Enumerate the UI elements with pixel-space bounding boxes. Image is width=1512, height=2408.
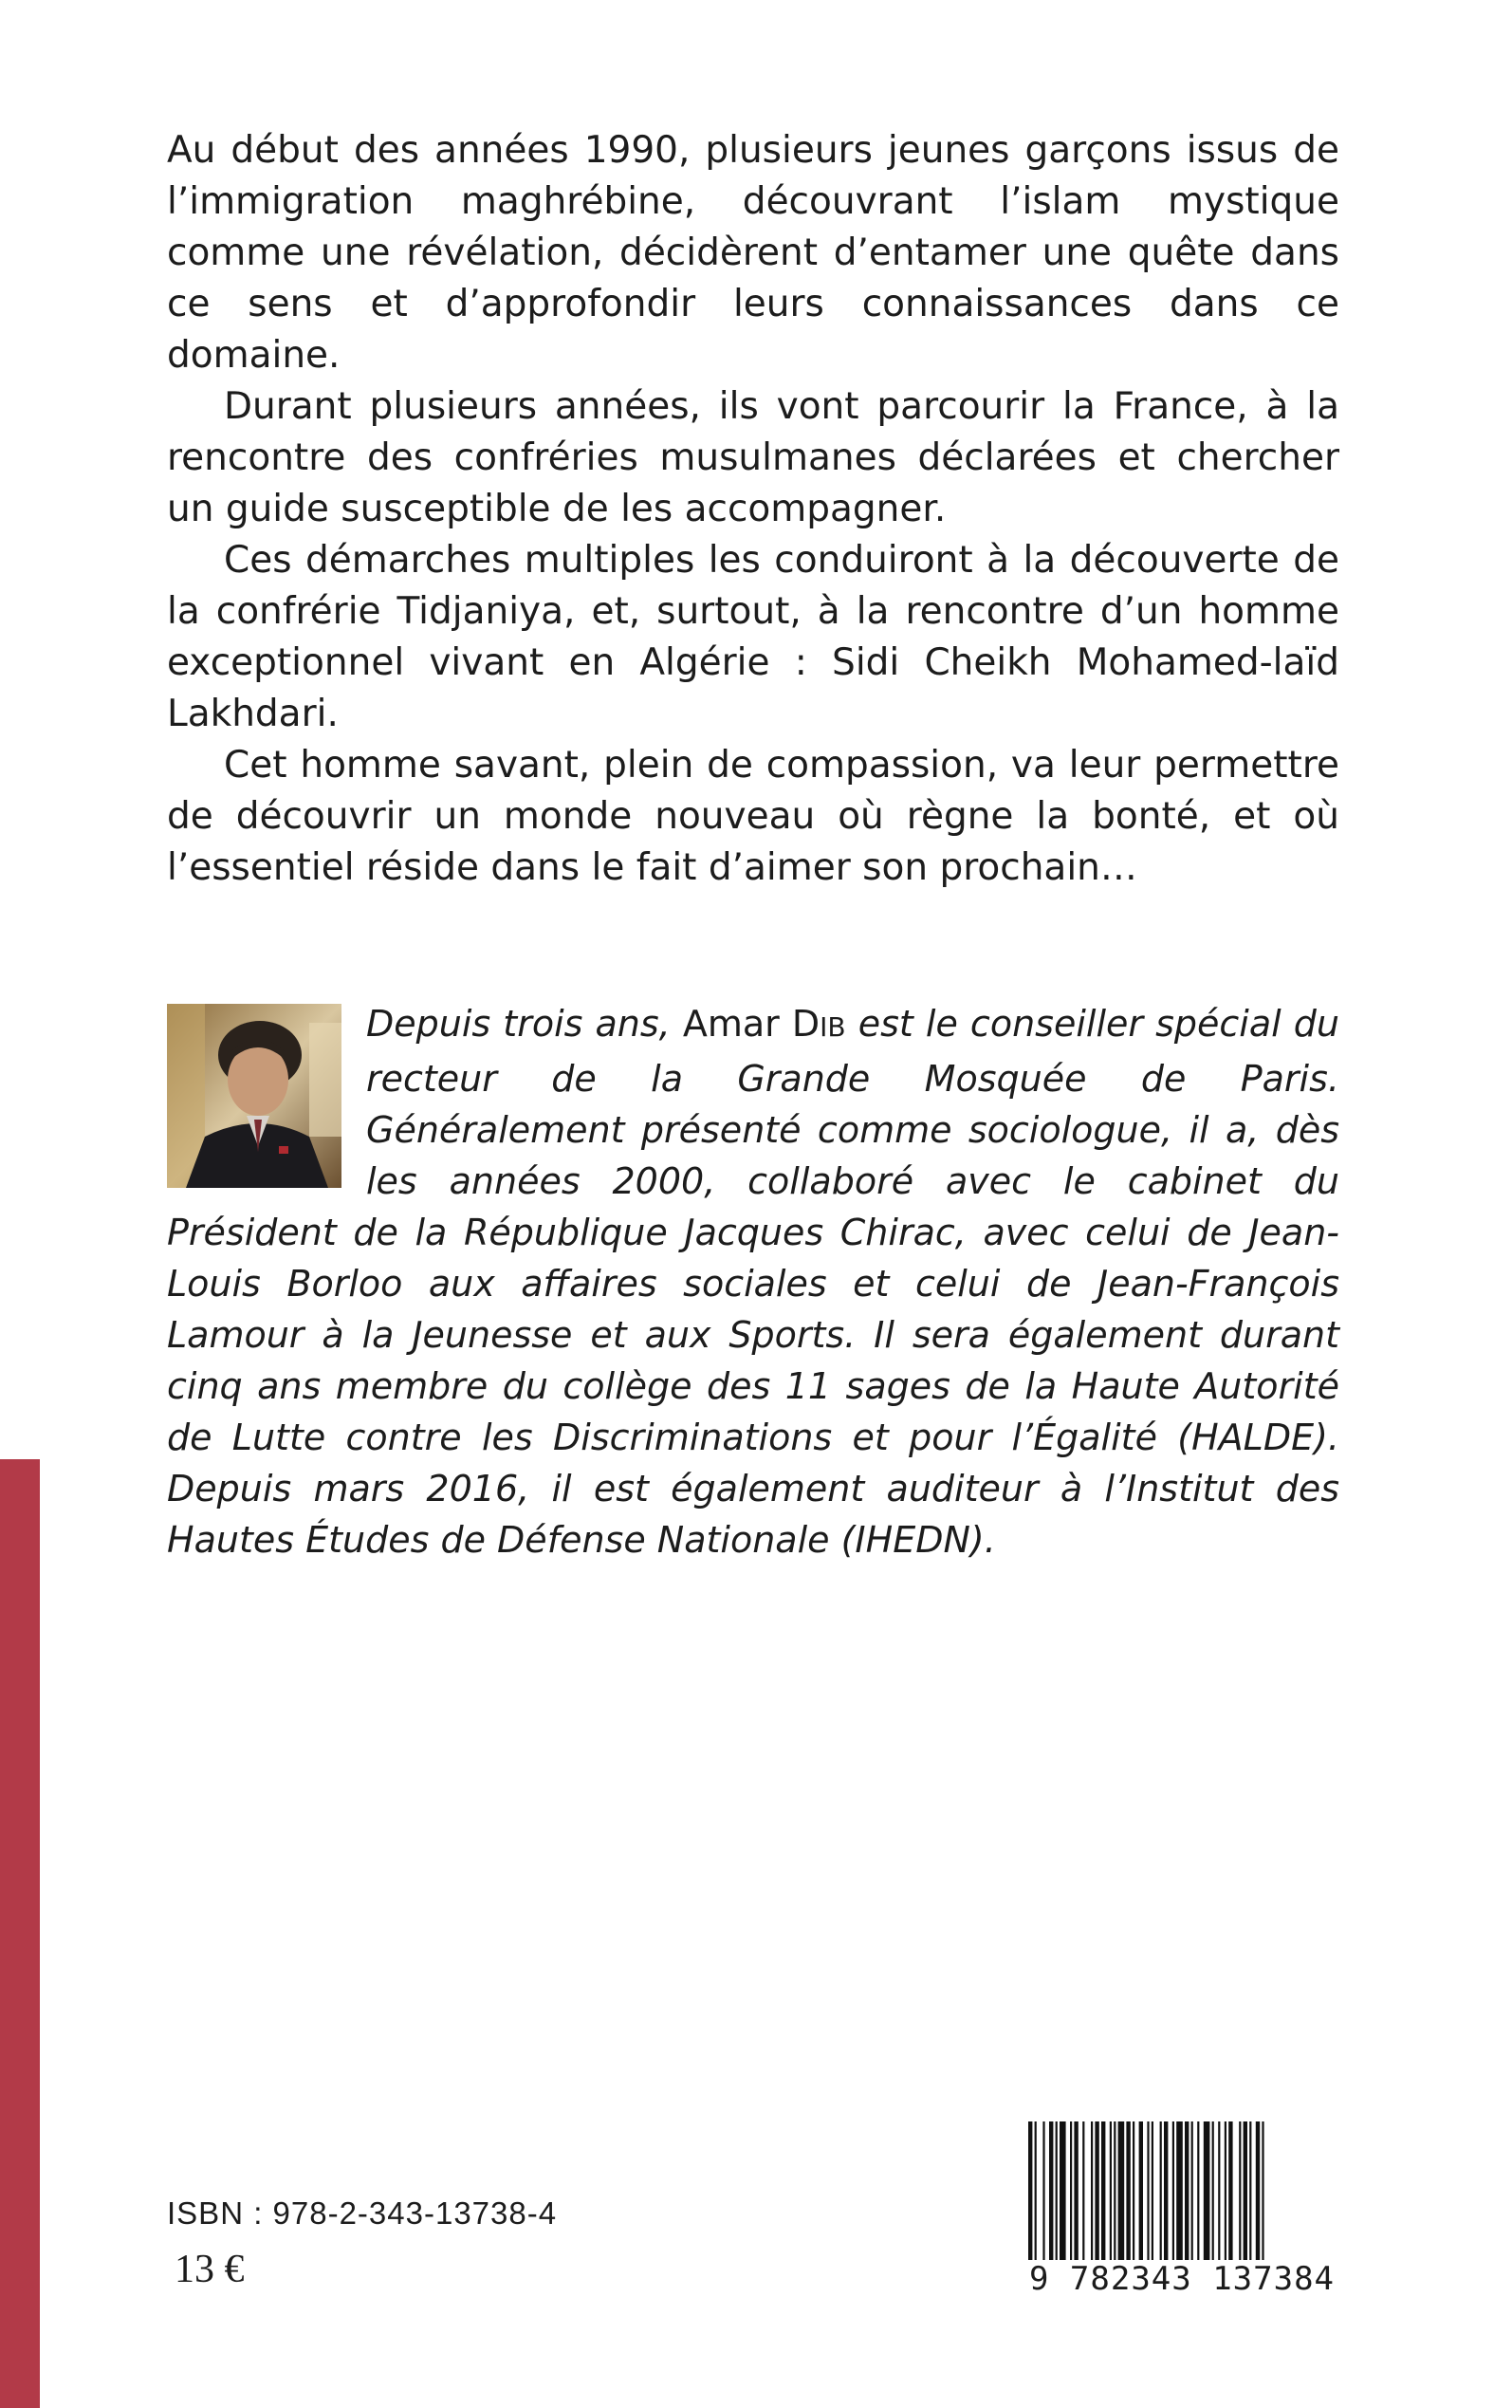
blurb-paragraph-2: Durant plusieurs années, ils vont parcourir la France, à la rencontre des confréries musulmanes déclarées et chercher un guide susceptible de les accompagner. xyxy=(167,385,1339,530)
author-portrait-image xyxy=(167,1004,341,1188)
barcode-bar xyxy=(1249,2121,1251,2264)
isbn-number: ISBN : 978-2-343-13738-4 xyxy=(167,2195,558,2231)
barcode-bar xyxy=(1225,2121,1226,2264)
blurb-paragraph-3: Ces démarches multiples les conduiront à la découverte de la confrérie Tidjaniya, et, surtout, à la rencontre d’un homme exceptionnel vivant en Algérie : Sidi Cheikh Mohamed-laïd Lakhdari. xyxy=(167,539,1339,735)
cover-side-band xyxy=(0,1459,40,2408)
barcode-bar xyxy=(1110,2121,1112,2264)
barcode-bar xyxy=(1228,2121,1232,2264)
barcode-bar xyxy=(1239,2121,1241,2264)
author-bio-lead: Depuis trois ans, xyxy=(366,1003,671,1045)
blurb-paragraph-4: Cet homme savant, plein de compassion, va leur permettre de découvrir un monde nouveau où règne la bonté, et où l’essentiel réside dans le fait d’aimer son prochain… xyxy=(167,744,1339,889)
barcode-bar xyxy=(1164,2121,1168,2264)
barcode-bar xyxy=(1101,2121,1105,2264)
barcode-bar xyxy=(1204,2121,1210,2264)
barcode-bar xyxy=(1176,2121,1183,2264)
barcode-bar xyxy=(1126,2121,1130,2264)
barcode-bar xyxy=(1212,2121,1214,2264)
author-bio xyxy=(167,998,1339,1565)
barcode-bar xyxy=(1147,2121,1149,2264)
barcode-bar xyxy=(1114,2121,1116,2264)
barcode-bar xyxy=(1160,2121,1162,2264)
barcode-bar xyxy=(1095,2121,1098,2264)
barcode-bar xyxy=(1185,2121,1189,2264)
barcode-bar xyxy=(1256,2121,1260,2264)
author-name-last: IB xyxy=(820,1011,846,1043)
barcode-bar xyxy=(1172,2121,1174,2264)
barcode-bar xyxy=(1191,2121,1193,2264)
barcode-bar xyxy=(1133,2121,1134,2264)
author-photo xyxy=(167,1004,341,1188)
barcode-bar xyxy=(1218,2121,1220,2264)
price-label: 13 € xyxy=(175,2248,245,2291)
barcode-bar xyxy=(1118,2121,1125,2264)
barcode-bar xyxy=(1074,2121,1078,2264)
author-name xyxy=(683,1003,846,1045)
barcode-bar xyxy=(1060,2121,1066,2264)
barcode-bar xyxy=(1042,2121,1044,2264)
barcode-bar xyxy=(1082,2121,1084,2264)
barcode-bar xyxy=(1091,2121,1093,2264)
barcode-bar xyxy=(1056,2121,1058,2264)
author-name-first: Amar D xyxy=(682,1003,821,1045)
back-cover-blurb xyxy=(167,125,1339,894)
barcode-digits: 9 782343 137384 xyxy=(1023,2260,1341,2298)
barcode-bar xyxy=(1049,2121,1053,2264)
barcode-bar xyxy=(1070,2121,1072,2264)
barcode-bar xyxy=(1244,2121,1247,2264)
barcode-bar xyxy=(1152,2121,1153,2264)
barcode-bar xyxy=(1197,2121,1199,2264)
blurb-paragraph-1: Au début des années 1990, plusieurs jeunes garçons issus de l’immigration maghrébine, découvrant l’islam mystique comme une révélation, décidèrent d’entamer une quête dans ce sens et d’approfondir leurs connaissances dans ce domaine. xyxy=(167,129,1339,377)
author-bio-text: est le conseiller spécial du recteur de la Grande Mosquée de Paris. Généralement présenté comme sociologue, il a, dès les années 2000, collaboré avec le cabinet du Président de la République Jacques Chirac, avec celui de Jean-Louis Borloo aux affaires sociales et celui de Jean-François Lamour à la Jeunesse et aux Sports. Il sera également durant cinq ans membre du collège des 11 sages de la Haute Autorité de Lutte contre les Discriminations et pour l’Égalité (HALDE). Depuis mars 2016, il est également auditeur à l’Institut des Hautes Études de Défense Nationale (IHEDN). xyxy=(167,1003,1339,1561)
barcode-bar xyxy=(1139,2121,1143,2264)
